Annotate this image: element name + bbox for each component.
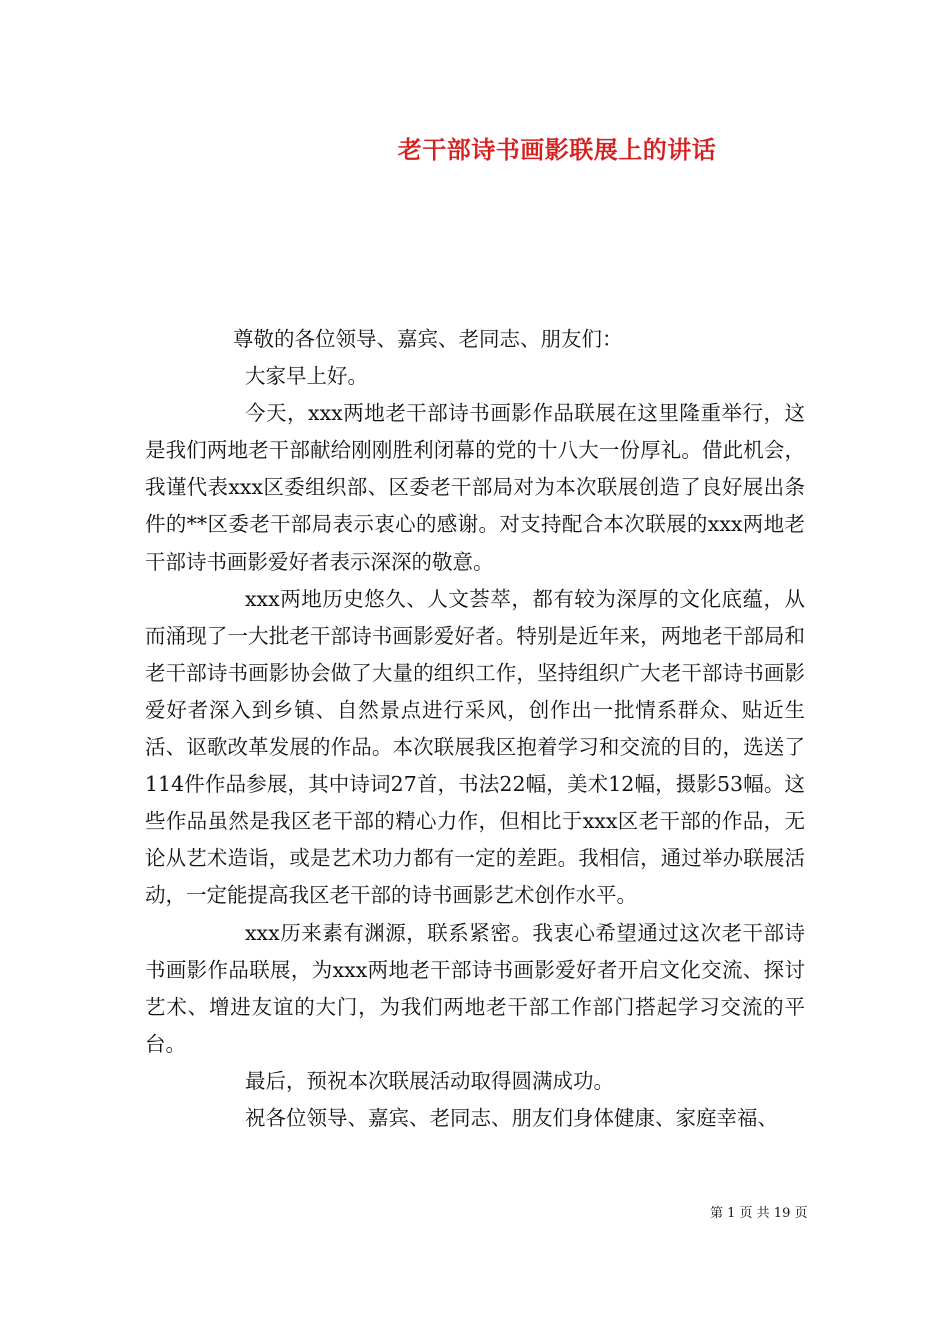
salutation: 尊敬的各位领导、嘉宾、老同志、朋友们： bbox=[233, 327, 623, 351]
greeting: 大家早上好。 bbox=[245, 364, 368, 389]
paragraph: 今天，xxx两地老干部诗书画影作品联展在这里隆重举行，这是我们两地老干部献给刚刚胜利闭幕的党的十八大一份厚礼。借此机会，我谨代表xxx区委组织部、区委老干部局对为本次联展创造了良好展出条件的**区委老干部局表示衷心的感谢。对支持配合本次联展的xxx两地老干部诗书画影爱好者表示深深的敬意。 bbox=[145, 401, 805, 574]
page-number: 第 1 页 共 19 页 bbox=[710, 1206, 808, 1221]
paragraph: xxx历来素有渊源，联系紧密。我衷心希望通过这次老干部诗书画影作品联展，为xxx两地老干部诗书画影爱好者开启文化交流、探讨艺术、增进友谊的大门，为我们两地老干部工作部门搭起学习交流的平台。 bbox=[145, 920, 805, 1056]
paragraph: xxx两地历史悠久、人文荟萃，都有较为深厚的文化底蕴，从而涌现了一大批老干部诗书画影爱好者。特别是近年来，两地老干部局和老干部诗书画影协会做了大量的组织工作，坚持组织广大老干部诗书画影爱好者深入到乡镇、自然景点进行采风，创作出一批情系群众、贴近生活、讴歌改革发展的作品。本次联展我区抱着学习和交流的目的，选送了114件作品参展，其中诗词27首，书法22幅，美术12幅，摄影53幅。这些作品虽然是我区老干部的精心力作，但相比于xxx区老干部的作品，无论从艺术造诣，或是艺术功力都有一定的差距。我相信，通过举办联展活动，一定能提高我区老干部的诗书画影艺术创作水平。 bbox=[145, 586, 805, 908]
paragraph: 祝各位领导、嘉宾、老同志、朋友们身体健康、家庭幸福、 bbox=[245, 1105, 778, 1130]
document-title: 老干部诗书画影联展上的讲话 bbox=[397, 135, 717, 164]
document-body bbox=[145, 321, 805, 1137]
paragraph: 最后，预祝本次联展活动取得圆满成功。 bbox=[245, 1068, 614, 1093]
